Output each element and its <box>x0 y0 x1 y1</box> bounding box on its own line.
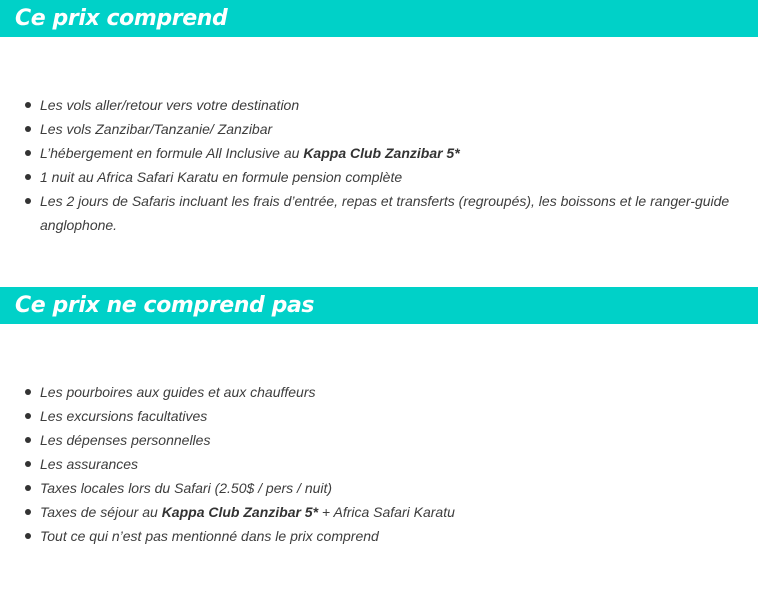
list-item-text: Les pourboires aux guides et aux chauffeurs <box>40 384 316 400</box>
bullet-dot-icon <box>25 533 31 539</box>
bullet-dot-icon <box>25 413 31 419</box>
section-title-included: Ce prix comprend <box>15 6 228 31</box>
list-item-text: Les vols aller/retour vers votre destination <box>40 97 300 113</box>
bullet-dot-icon <box>25 389 31 395</box>
bullet-dot-icon <box>25 150 31 156</box>
list-item-text: Les assurances <box>40 456 139 472</box>
included-list <box>0 93 730 237</box>
hotel-name: Kappa Club Zanzibar 5* <box>303 145 460 161</box>
list-item-text: Les 2 jours de Safaris incluant les frais d’entrée, repas et transferts (regroupés), les boissons et le ranger-guide anglophone. <box>40 193 730 233</box>
excluded-list <box>0 380 730 548</box>
list-item <box>0 500 730 524</box>
list-item <box>0 165 730 189</box>
list-item-text: 1 nuit au Africa Safari Karatu en formule pension complète <box>40 169 403 185</box>
bullet-dot-icon <box>25 174 31 180</box>
list-item <box>0 141 730 165</box>
bullet-dot-icon <box>25 102 31 108</box>
list-item <box>0 524 730 548</box>
list-item <box>0 380 730 404</box>
list-item <box>0 452 730 476</box>
bullet-dot-icon <box>25 126 31 132</box>
section-title-excluded: Ce prix ne comprend pas <box>15 293 315 318</box>
list-item-text: Les dépenses personnelles <box>40 432 211 448</box>
list-item <box>0 93 730 117</box>
list-item <box>0 189 730 237</box>
bullet-dot-icon <box>25 509 31 515</box>
list-item-text: Les excursions facultatives <box>40 408 208 424</box>
hotel-name: Kappa Club Zanzibar 5* <box>161 504 319 520</box>
bullet-dot-icon <box>25 461 31 467</box>
section-header-excluded <box>0 287 758 324</box>
list-item <box>0 117 730 141</box>
list-item-text-pre: Taxes de séjour au <box>40 504 162 520</box>
list-item <box>0 476 730 500</box>
bullet-dot-icon <box>25 485 31 491</box>
list-item-text: Tout ce qui n’est pas mentionné dans le prix comprend <box>40 528 379 544</box>
list-item-text: Les vols Zanzibar/Tanzanie/ Zanzibar <box>40 121 273 137</box>
section-header-included <box>0 0 758 37</box>
bullet-dot-icon <box>25 198 31 204</box>
list-item-text-post: + Africa Safari Karatu <box>318 504 455 520</box>
list-item <box>0 428 730 452</box>
list-item-text-pre: L’hébergement en formule All Inclusive au <box>40 145 304 161</box>
list-item-text: Taxes locales lors du Safari (2.50$ / pers / nuit) <box>40 480 333 496</box>
bullet-dot-icon <box>25 437 31 443</box>
list-item <box>0 404 730 428</box>
